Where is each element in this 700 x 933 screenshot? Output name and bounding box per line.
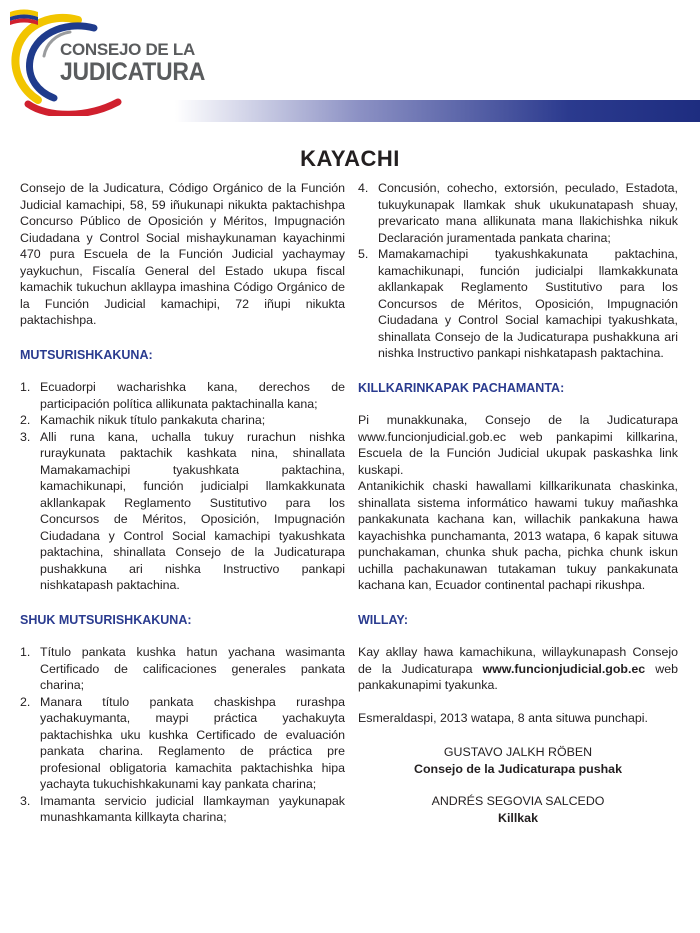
list-item: 5. Mamakamachipi tyakushkakunata paktachina, kamachikunapi, función judicialpi llamkakkunata akllankapak Reglamento Sustitutivo para los Concursos de Méritos, Oposición, Impugnación Ciudadana y Control Social kamachipi tyakushkata, shinallata Consejo de la Judicaturapa pushakkuna ari nishka Instructivo pankapi nishkatapash paktachina. — [358, 247, 678, 360]
website-url: www.funcionjudicial.gob.ec — [482, 661, 646, 676]
intro-paragraph: Consejo de la Judicatura, Código Orgánico de la Función Judicial kamachipi, 58, 59 iñukunapi nikukta paktachishpa Concurso Público de Oposición y Méritos, Impugnación Ciudadana y Control Social mishaykunaman kayachinmi 470 pura Escuela de la Función Judicial yachaymay yaykuchun, Fiscalía General del Estado ukupa fiscal kamachik tukuchun akllaypa imashina Código Orgánico de la Función Judicial kamachipi, 72 iñupi nikukta paktachishpa. — [20, 181, 345, 327]
logo-text-line1: CONSEJO DE LA — [60, 40, 195, 59]
list-item: 4. Concusión, cohecho, extorsión, peculado, Estadota, tukuykunapak llamkak shuk ukukunatapash shuay, prevaricato mana allikunata mana llakichishka nikuk Declaración juramentada pankata charina; — [358, 181, 678, 245]
signature-block-2 — [358, 793, 678, 826]
killkarinkapak-paragraph-1: Pi munakkunaka, Consejo de la Judicaturapa www.funcionjudicial.gob.ec web pankapimi killkarina, Escuela de la Función Judicial ukupak paskashka link kuskapi. — [358, 413, 678, 477]
shuk-mutsurishkakuna-list-part2 — [358, 180, 678, 362]
signatory-name: GUSTAVO JALKH RÖBEN — [443, 745, 593, 759]
place-date: Esmeraldaspi, 2013 watapa, 8 anta situwa punchapi. — [358, 710, 648, 725]
section-heading-mutsurishkakuna: MUTSURISHKAKUNA: — [20, 347, 153, 362]
section-heading-willay: WILLAY: — [358, 612, 408, 627]
list-item: 2. Kamachik nikuk título pankakuta charina; — [20, 413, 266, 427]
killkarinkapak-paragraph-2: Antanikichik chaski hawallami killkarikunata chaskinka, shinallata sistema informático hawami tukuy mañashka pankakunata kachana kan, willachik pankakuna hawa kayachishka punchamanta, 2013 watapa, 6 kapak situwa punchakaman, chunka shuk pacha, pichka chunk iskun uchilla pachakunawan tutakaman tukuy pankakunata kachana kan, Ecuador continental pachapi rikushpa. — [358, 479, 678, 592]
header-gradient-bar — [175, 100, 700, 122]
section-heading-killkarinkapak: KILLKARINKAPAK PACHAMANTA: — [358, 380, 565, 395]
logo-text-line2: JUDICATURA — [60, 58, 206, 86]
page-title: KAYACHI — [300, 146, 400, 171]
willay-paragraph: Kay akllay hawa kamachikuna, willaykunapash Consejo de la Judicaturapa www.funcionjudicial.gob.ec web pankakunapimi tyakunka. — [358, 645, 678, 692]
mutsurishkakuna-list — [20, 379, 345, 594]
signatory-name: ANDRÉS SEGOVIA SALCEDO — [431, 794, 605, 808]
signature-block-1 — [358, 744, 678, 777]
right-column — [358, 180, 678, 826]
signatory-role: Consejo de la Judicaturapa pushak — [414, 761, 622, 776]
list-item: 3. Imamanta servicio judicial llamkayman yaykunapak munashkamanta killkayta charina; — [20, 793, 345, 824]
signatory-role: Killkak — [498, 810, 538, 825]
ecuador-flag-icon — [8, 6, 40, 28]
shuk-mutsurishkakuna-list-part1 — [20, 644, 345, 826]
section-heading-shuk-mutsurishkakuna: SHUK MUTSURISHKAKUNA: — [20, 612, 192, 627]
list-item: 1. Ecuadorpi wacharishka kana, derechos de participación política allikunata paktachinalla kana; — [20, 380, 345, 411]
left-column — [20, 180, 345, 826]
list-item: 3. Alli runa kana, uchalla tukuy rurachun nishka ruraykunata paktachik kashkata nina, shinallata Mamakamachipi tyakushkata paktachina, kamachikunapi, función judicialpi llamkakkunata akllankapak Reglamento Sustitutivo para los Concursos de Méritos, Oposición, Impugnación Ciudadana y Control Social kamachipi tyakushkata paktachina, shinallata Consejo de la Judicaturapa pushakkuna ari nishka Instructivo pankapi nishkatapash paktachina. — [20, 429, 345, 592]
list-item: 1. Título pankata kushka hatun yachana wasimanta Certificado de calificaciones generales pankata charina; — [20, 645, 345, 692]
list-item: 2. Manara título pankata chaskishpa rurashpa yachakuymanta, maypi práctica yachakuyta paktachishka uku kushka Certificado de evaluación pankata charina. Reglamento de práctica pre profesional obligatoria kamachita paktachishka hipa yachayta tukuchishkakunami kay pankata charina; — [20, 694, 345, 791]
